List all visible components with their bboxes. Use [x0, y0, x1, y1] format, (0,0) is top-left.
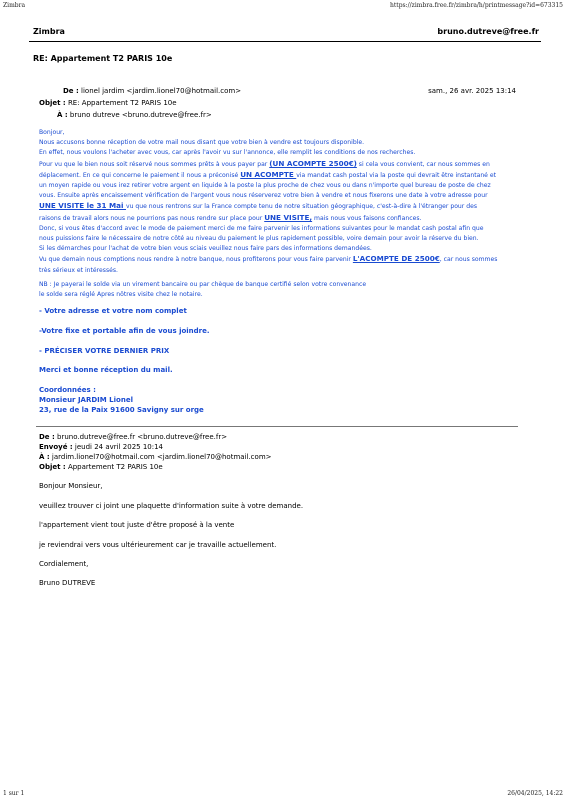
visite-highlight: UNE VISITE,: [264, 212, 313, 222]
quoted-from: De : bruno.dutreve@free.fr <bruno.dutreve@free.fr>: [39, 433, 228, 441]
print-header-title: Zimbra: [3, 2, 26, 9]
body-line: Pour vu que le bien nous soit réservé nous sommes prêts à vous payer par (UN ACOMPTE 2500€) si cela vous convient, car nous sommes en: [39, 158, 490, 168]
body-line: Bonjour,: [39, 129, 65, 136]
thanks-line: Merci et bonne réception du mail.: [39, 366, 173, 374]
quoted-paragraph: veuillez trouver ci joint une plaquette d'information suite à votre demande.: [39, 502, 304, 510]
from-label: De :: [63, 87, 79, 95]
body-line: raisons de travail alors nous ne pourrions pas nous rendre sur place pour UNE VISITE, mais nous vous faisons confiances.: [39, 212, 422, 222]
user-email: bruno.dutreve@free.fr: [437, 27, 539, 36]
quoted-closing: Cordialement,: [39, 560, 89, 568]
acompte-highlight: L'ACOMPTE DE 2500€: [352, 254, 440, 264]
body-line: UNE VISITE le 31 Mai vu que nous rentrons sur la France compte tenu de notre situation géographique, c'est-à-dire à l'étranger pour des: [39, 201, 478, 211]
body-line: très sérieux et intéressés.: [39, 266, 118, 274]
subject-value: RE: Appartement T2 PARIS 10e: [67, 99, 177, 107]
body-line: Vu que demain nous comptions nous rendre à notre banque, nous profiterons pour vous faire parvenir L'ACOMPTE DE 2500€, car nous sommes: [39, 254, 498, 264]
coord-label: Coordonnées :: [39, 386, 96, 394]
message-body: [39, 128, 529, 276]
body-line: Si les démarches pour l'achat de votre bien vous sciais veuillez nous faire pars des informations demandées.: [39, 245, 372, 253]
print-timestamp: 26/04/2025, 14:22: [507, 790, 563, 797]
quote-divider: [36, 426, 518, 427]
body-line: Donc, si vous êtes d'accord avec le mode de paiement merci de me faire parvenir les informations suivantes pour le mandat cash postal afin que: [39, 224, 484, 232]
acompte-highlight: UN ACOMPTE: [240, 169, 297, 179]
quoted-greeting: Bonjour Monsieur,: [39, 482, 103, 490]
body-line: déplacement. En ce qui concerne le paiement il nous a préconisé UN ACOMPTE via mandat cash postal via la poste qui devrait être instantané et: [39, 169, 497, 179]
quoted-paragraph: l'appartement vient tout juste d'être proposé à la vente: [39, 521, 235, 529]
subject-label: Objet :: [39, 99, 66, 107]
request-address: - Votre adresse et votre nom complet: [39, 307, 187, 315]
body-line: nous puissions faire le nécessaire de notre côté au niveau du paiement le plus rapidement possible, voire demain pour avoir la réserve du bien.: [39, 235, 479, 243]
body-line: un moyen rapide ou vous irez retirer votre argent en liquide à la poste la plus proche de chez vous ou dans n'importe quel bureau de poste de chez: [39, 182, 491, 190]
request-price: - PRÉCISER VOTRE DERNIER PRIX: [39, 347, 170, 355]
quoted-subject: Objet : Appartement T2 PARIS 10e: [39, 463, 163, 471]
body-line: En effet, nous voulons l'acheter avec vous, car après l'avoir vu sur l'annonce, elle remplit les conditions de nos recherches.: [39, 149, 416, 157]
visite-highlight: UNE VISITE le 31 Mai: [39, 201, 126, 211]
nb-note: NB : Je payerai le solde via un virement bancaire ou par chèque de banque certifié selon votre convenance le solde sera réglé Apres nôtres visite chez le notaire.: [39, 281, 367, 299]
quoted-signature: Bruno DUTREVE: [39, 579, 96, 587]
to-value: bruno dutreve <bruno.dutreve@free.fr>: [69, 111, 212, 119]
header-divider: [29, 41, 541, 42]
coord-name: Monsieur JARDIM Lionel: [39, 396, 133, 404]
quoted-sent: Envoyé : jeudi 24 avril 2025 10:14: [39, 443, 163, 451]
body-line: Nous accusons bonne réception de votre mail nous disant que votre bien à vendre est toujours disponible.: [39, 139, 365, 147]
from-row: [63, 87, 241, 95]
request-phone: -Votre fixe et portable afin de vous joindre.: [39, 327, 210, 335]
to-row: [57, 111, 212, 119]
app-name: Zimbra: [33, 27, 65, 36]
quoted-paragraph: je reviendrai vers vous ultérieurement car je travaille actuellement.: [39, 541, 277, 549]
message-subject-title: RE: Appartement T2 PARIS 10e: [33, 54, 173, 63]
from-value: lionel jardim <jardim.lionel70@hotmail.com>: [81, 87, 242, 95]
quoted-to: À : jardim.lionel70@hotmail.com <jardim.lionel70@hotmail.com>: [39, 453, 272, 461]
print-page-count: 1 sur 1: [3, 790, 25, 797]
acompte-highlight: (UN ACOMPTE 2500€): [269, 158, 357, 168]
to-label: À :: [57, 111, 68, 119]
body-line: vous. Ensuite après encaissement vérification de l'argent vous nous réserverez votre bien à vendre et nous fixerons une date à votre adresse pour: [39, 192, 488, 200]
subject-row: [39, 99, 177, 107]
message-date: sam., 26 avr. 2025 13:14: [428, 87, 516, 95]
print-header-url: https://zimbra.free.fr/zimbra/h/printmessage?id=673315: [390, 2, 563, 9]
coord-address: 23, rue de la Paix 91600 Savigny sur orge: [39, 406, 204, 414]
